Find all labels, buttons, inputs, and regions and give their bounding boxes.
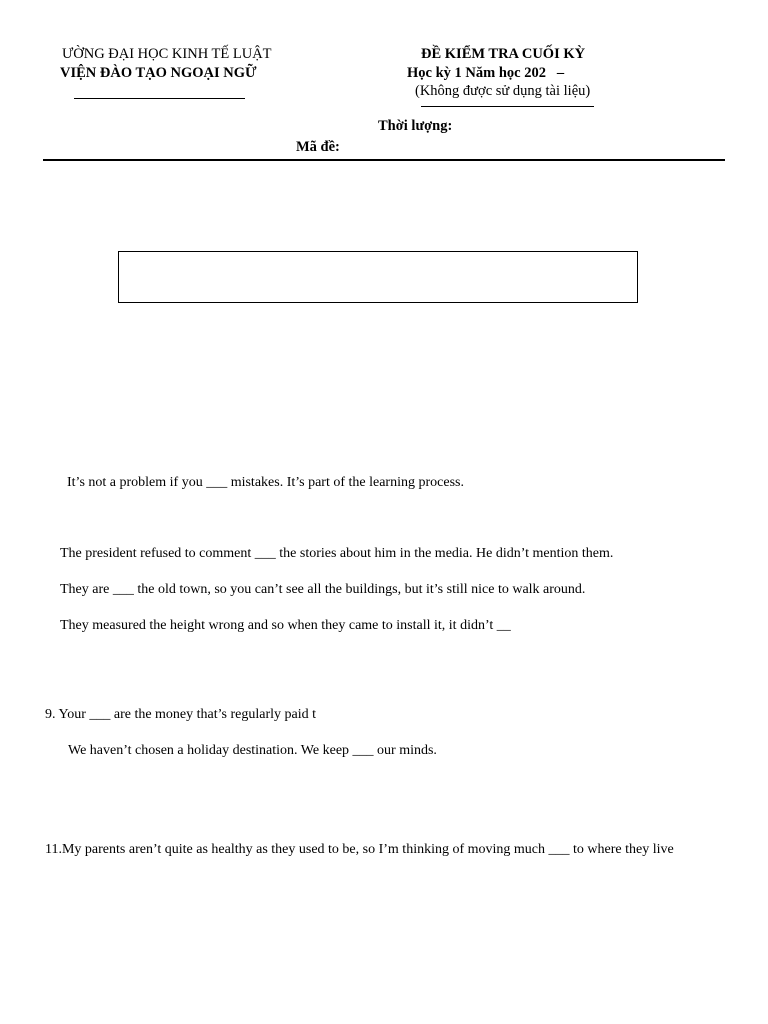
semester-dash: –	[556, 65, 565, 81]
right-header-underline	[421, 106, 594, 107]
question-item: 9. Your ___ are the money that’s regularly paid t	[45, 707, 317, 722]
exam-code-label: Mã đề:	[296, 139, 340, 155]
exam-title: ĐỀ KIỂM TRA CUỐI KỲ	[421, 46, 586, 62]
question-item: They are ___ the old town, so you can’t see all the buildings, but it’s still nice to walk around.	[60, 582, 586, 597]
no-materials-note: (Không được sử dụng tài liệu)	[415, 83, 591, 99]
semester-line	[407, 65, 564, 82]
question-item: The president refused to comment ___ the stories about him in the media. He didn’t mention them.	[60, 546, 614, 561]
header-divider	[43, 159, 725, 161]
question-item: They measured the height wrong and so when they came to install it, it didn’t __	[60, 618, 511, 633]
duration-label: Thời lượng:	[378, 118, 453, 134]
student-info-box	[118, 251, 638, 303]
institute-name: VIỆN ĐÀO TẠO NGOẠI NGỮ	[60, 65, 257, 81]
semester-text: Học kỳ 1 Năm học 202	[407, 65, 546, 81]
question-item: We haven’t chosen a holiday destination. We keep ___ our minds.	[68, 743, 437, 758]
question-item: It’s not a problem if you ___ mistakes. It’s part of the learning process.	[67, 475, 464, 490]
question-item: 11.My parents aren’t quite as healthy as they used to be, so I’m thinking of moving much ___ to where they live	[45, 842, 674, 857]
school-name: ƯỜNG ĐẠI HỌC KINH TẾ LUẬT	[62, 46, 272, 62]
left-header-underline	[74, 98, 245, 99]
